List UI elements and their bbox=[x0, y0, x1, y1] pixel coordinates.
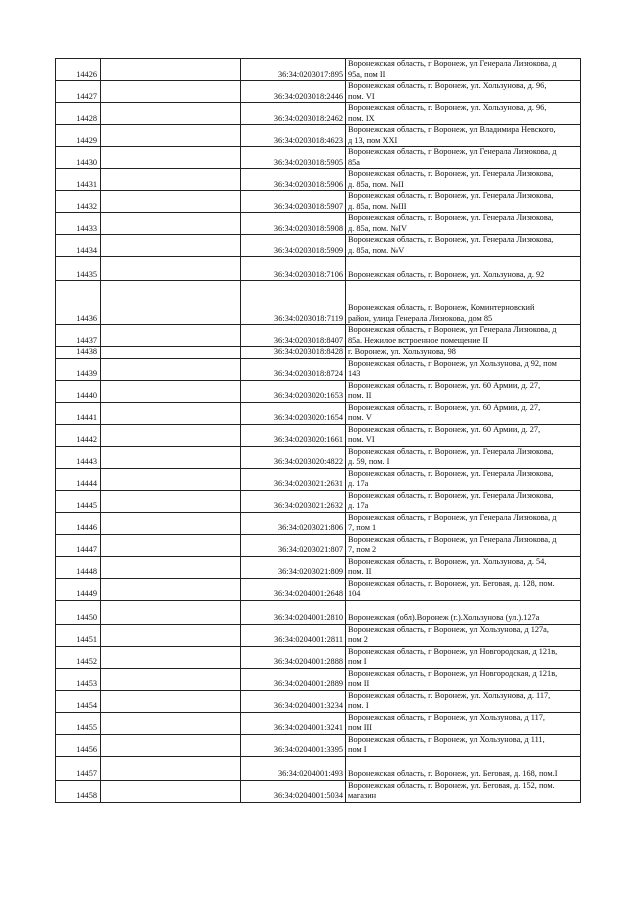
address-line: пом 2 bbox=[348, 635, 368, 644]
empty-cell bbox=[101, 512, 241, 534]
address-line: Воронежская область, г Воронеж, ул Генерала Лизюкова, д bbox=[348, 147, 557, 156]
row-number-cell: 14458 bbox=[56, 780, 101, 802]
table-row bbox=[56, 712, 581, 734]
empty-cell bbox=[101, 257, 241, 281]
row-number-cell: 14442 bbox=[56, 424, 101, 446]
empty-cell bbox=[101, 424, 241, 446]
address-line: Воронежская область, г. Воронеж, ул. Генерала Лизюкова, bbox=[348, 446, 554, 456]
cadastral-number-cell: 36:34:0203021:2631 bbox=[241, 468, 346, 490]
table-row bbox=[56, 191, 581, 213]
empty-cell bbox=[101, 446, 241, 468]
address-line: 7, пом 1 bbox=[348, 523, 377, 532]
address-cell bbox=[346, 756, 581, 780]
address-line: д. 85а, пом. №IV bbox=[348, 223, 407, 233]
row-number-cell: 14430 bbox=[56, 147, 101, 169]
address-cell bbox=[346, 534, 581, 556]
cadastral-number-cell: 36:34:0203018:5907 bbox=[241, 191, 346, 213]
address-line: Воронежская область, г. Воронеж, ул. Хользунова, д. 117, bbox=[348, 690, 551, 700]
address-cell bbox=[346, 257, 581, 281]
row-number-cell: 14433 bbox=[56, 213, 101, 235]
cadastral-number-cell: 36:34:0204001:2811 bbox=[241, 624, 346, 646]
address-line: д. 85а, пом. №V bbox=[348, 245, 405, 255]
address-line: Воронежская область, г Воронеж, ул Хользунова, д 92, пом bbox=[348, 358, 557, 368]
address-line: Воронежская область, г. Воронеж, ул. Генерала Лизюкова, bbox=[348, 235, 554, 244]
table-row bbox=[56, 624, 581, 646]
address-cell bbox=[346, 424, 581, 446]
cadastral-number-cell: 36:34:0204001:2888 bbox=[241, 646, 346, 668]
empty-cell bbox=[101, 325, 241, 347]
address-cell bbox=[346, 668, 581, 690]
row-number-cell: 14441 bbox=[56, 402, 101, 424]
table-row bbox=[56, 600, 581, 624]
cadastral-number-cell: 36:34:0203018:5908 bbox=[241, 213, 346, 235]
row-number-cell: 14432 bbox=[56, 191, 101, 213]
empty-cell bbox=[101, 556, 241, 578]
table-row bbox=[56, 257, 581, 281]
cadastral-number-cell: 36:34:0203021:806 bbox=[241, 512, 346, 534]
table-row bbox=[56, 490, 581, 512]
empty-cell bbox=[101, 402, 241, 424]
row-number-cell: 14434 bbox=[56, 235, 101, 257]
address-line: пом III bbox=[348, 723, 373, 732]
empty-cell bbox=[101, 358, 241, 380]
address-cell bbox=[346, 358, 581, 380]
address-line: д. 85а, пом. №II bbox=[348, 179, 404, 189]
table-row bbox=[56, 347, 581, 359]
empty-cell bbox=[101, 81, 241, 103]
address-line: Воронежская область, г Воронеж, ул Хользунова, д 111, bbox=[348, 734, 545, 744]
address-line: пом. VI bbox=[348, 91, 375, 101]
row-number-cell: 14452 bbox=[56, 646, 101, 668]
table-row bbox=[56, 59, 581, 81]
cadastral-number-cell: 36:34:0203018:8724 bbox=[241, 358, 346, 380]
address-line: пом. II bbox=[348, 391, 372, 400]
address-cell bbox=[346, 147, 581, 169]
row-number-cell: 14437 bbox=[56, 325, 101, 347]
address-line: Воронежская область, г Воронеж, ул Хользунова, д 127а, bbox=[348, 624, 549, 634]
address-line: Воронежская (обл).Воронеж (г.).Хользунова (ул.).127а bbox=[348, 613, 540, 622]
cadastral-number-cell: 36:34:0204001:5034 bbox=[241, 780, 346, 802]
row-number-cell: 14444 bbox=[56, 468, 101, 490]
table-row bbox=[56, 358, 581, 380]
address-cell bbox=[346, 169, 581, 191]
table-row bbox=[56, 380, 581, 402]
table-row bbox=[56, 756, 581, 780]
table-row bbox=[56, 690, 581, 712]
address-cell bbox=[346, 780, 581, 802]
address-line: пом. II bbox=[348, 567, 372, 576]
address-line: д. 17а bbox=[348, 501, 369, 510]
cadastral-number-cell: 36:34:0203021:809 bbox=[241, 556, 346, 578]
table-row bbox=[56, 81, 581, 103]
table-row bbox=[56, 646, 581, 668]
cadastral-number-cell: 36:34:0204001:3234 bbox=[241, 690, 346, 712]
cadastral-number-cell: 36:34:0203018:5909 bbox=[241, 235, 346, 257]
address-line: район, улица Генерала Лизюкова, дом 85 bbox=[348, 313, 493, 323]
row-number-cell: 14435 bbox=[56, 257, 101, 281]
address-line: Воронежская область, г Воронеж, ул Новгородская, д 121в, bbox=[348, 668, 558, 678]
address-line: Воронежская область, г. Воронеж, ул. 60 Армии, д. 27, bbox=[348, 424, 541, 434]
address-cell bbox=[346, 81, 581, 103]
empty-cell bbox=[101, 281, 241, 325]
empty-cell bbox=[101, 191, 241, 213]
address-line bbox=[348, 603, 578, 614]
table-row bbox=[56, 169, 581, 191]
cadastral-number-cell: 36:34:0204001:2889 bbox=[241, 668, 346, 690]
empty-cell bbox=[101, 534, 241, 556]
row-number-cell: 14429 bbox=[56, 125, 101, 147]
table-row bbox=[56, 281, 581, 325]
cadastral-number-cell: 36:34:0203020:1654 bbox=[241, 402, 346, 424]
address-line: магазин bbox=[348, 791, 377, 800]
table-body bbox=[56, 59, 581, 803]
address-cell bbox=[346, 213, 581, 235]
address-line: Воронежская область, г Воронеж, ул Генерала Лизюкова, д bbox=[348, 59, 557, 68]
cadastral-number-cell: 36:34:0203018:2446 bbox=[241, 81, 346, 103]
cadastral-number-cell: 36:34:0204001:2648 bbox=[241, 578, 346, 600]
address-cell bbox=[346, 235, 581, 257]
address-line: Воронежская область, г. Воронеж, ул. Генерала Лизюкова, bbox=[348, 468, 554, 478]
address-cell bbox=[346, 125, 581, 147]
cadastral-number-cell: 36:34:0203018:5906 bbox=[241, 169, 346, 191]
address-line: Воронежская область, г. Воронеж, ул. Хользунова, д. 96, bbox=[348, 103, 547, 112]
address-cell bbox=[346, 325, 581, 347]
address-cell bbox=[346, 712, 581, 734]
table-row bbox=[56, 446, 581, 468]
address-cell bbox=[346, 690, 581, 712]
row-number-cell: 14448 bbox=[56, 556, 101, 578]
address-cell bbox=[346, 380, 581, 402]
address-line: Воронежская область, г. Воронеж, ул. Беговая, д. 152, пом. bbox=[348, 780, 555, 790]
address-line: г. Воронеж, ул. Хользунова, 98 bbox=[348, 347, 456, 356]
cadastral-number-cell: 36:34:0203020:1653 bbox=[241, 380, 346, 402]
table-row bbox=[56, 512, 581, 534]
cadastral-number-cell: 36:34:0203018:4623 bbox=[241, 125, 346, 147]
address-line: Воронежская область, г. Воронеж, ул. Хользунова, д. 96, bbox=[348, 81, 547, 90]
empty-cell bbox=[101, 780, 241, 802]
address-cell bbox=[346, 600, 581, 624]
address-cell bbox=[346, 490, 581, 512]
cadastral-number-cell: 36:34:0204001:3241 bbox=[241, 712, 346, 734]
table-row bbox=[56, 147, 581, 169]
address-cell bbox=[346, 281, 581, 325]
address-line: 85а. Нежилое встроенное помещение II bbox=[348, 335, 488, 345]
row-number-cell: 14446 bbox=[56, 512, 101, 534]
empty-cell bbox=[101, 490, 241, 512]
row-number-cell: 14439 bbox=[56, 358, 101, 380]
row-number-cell: 14440 bbox=[56, 380, 101, 402]
address-line: пом. V bbox=[348, 413, 372, 422]
address-line: Воронежская область, г. Воронеж, ул. Хользунова, д. 54, bbox=[348, 556, 547, 566]
address-line: д. 17а bbox=[348, 479, 369, 488]
cadastral-number-cell: 36:34:0203018:7106 bbox=[241, 257, 346, 281]
empty-cell bbox=[101, 59, 241, 81]
row-number-cell: 14431 bbox=[56, 169, 101, 191]
cadastral-number-cell: 36:34:0203018:2462 bbox=[241, 103, 346, 125]
empty-cell bbox=[101, 712, 241, 734]
empty-cell bbox=[101, 578, 241, 600]
row-number-cell: 14447 bbox=[56, 534, 101, 556]
cadastral-number-cell: 36:34:0203018:8407 bbox=[241, 325, 346, 347]
empty-cell bbox=[101, 734, 241, 756]
table-row bbox=[56, 424, 581, 446]
table-row bbox=[56, 325, 581, 347]
row-number-cell: 14449 bbox=[56, 578, 101, 600]
cadastral-number-cell: 36:34:0204001:3395 bbox=[241, 734, 346, 756]
empty-cell bbox=[101, 147, 241, 169]
row-number-cell: 14451 bbox=[56, 624, 101, 646]
address-line: Воронежская область, г Воронеж, ул Новгородская, д 121в, bbox=[348, 646, 558, 656]
empty-cell bbox=[101, 690, 241, 712]
empty-cell bbox=[101, 169, 241, 191]
address-line: Воронежская область, г. Воронеж, ул. Генерала Лизюкова, bbox=[348, 490, 554, 500]
cadastral-number-cell: 36:34:0203021:807 bbox=[241, 534, 346, 556]
table-row bbox=[56, 468, 581, 490]
address-line: Воронежская область, г. Воронеж, Коминтерновский bbox=[348, 303, 535, 312]
address-line: 95а, пом II bbox=[348, 69, 386, 79]
address-line: Воронежская область, г. Воронеж, ул. 60 Армии, д. 27, bbox=[348, 380, 541, 390]
empty-cell bbox=[101, 213, 241, 235]
cadastral-number-cell: 36:34:0203018:5905 bbox=[241, 147, 346, 169]
row-number-cell: 14436 bbox=[56, 281, 101, 325]
row-number-cell: 14457 bbox=[56, 756, 101, 780]
row-number-cell: 14453 bbox=[56, 668, 101, 690]
address-line: Воронежская область, г Воронеж, ул Хользунова, д 117, bbox=[348, 712, 545, 722]
address-cell bbox=[346, 468, 581, 490]
address-line: Воронежская область, г Воронеж, ул Владимира Невского, bbox=[348, 125, 556, 134]
address-line: Воронежская область, г. Воронеж, ул. Генерала Лизюкова, bbox=[348, 169, 554, 178]
address-line: д 13, пом XXI bbox=[348, 135, 398, 145]
address-cell bbox=[346, 59, 581, 81]
row-number-cell: 14428 bbox=[56, 103, 101, 125]
table-row bbox=[56, 235, 581, 257]
address-line bbox=[348, 259, 578, 270]
table-row bbox=[56, 534, 581, 556]
cadastral-number-cell: 36:34:0203021:2632 bbox=[241, 490, 346, 512]
address-cell bbox=[346, 734, 581, 756]
empty-cell bbox=[101, 235, 241, 257]
address-line: пом I bbox=[348, 745, 367, 754]
address-line: Воронежская область, г. Воронеж, ул. 60 Армии, д. 27, bbox=[348, 402, 541, 412]
table-row bbox=[56, 402, 581, 424]
address-line: пом. I bbox=[348, 701, 369, 710]
empty-cell bbox=[101, 380, 241, 402]
address-line: Воронежская область, г Воронеж, ул Генерала Лизюкова, д bbox=[348, 512, 557, 522]
table-row bbox=[56, 213, 581, 235]
address-line bbox=[348, 759, 578, 770]
empty-cell bbox=[101, 756, 241, 780]
row-number-cell: 14456 bbox=[56, 734, 101, 756]
empty-cell bbox=[101, 600, 241, 624]
empty-cell bbox=[101, 125, 241, 147]
table-row bbox=[56, 578, 581, 600]
address-line: д. 59, пом. I bbox=[348, 457, 390, 466]
row-number-cell: 14450 bbox=[56, 600, 101, 624]
address-cell bbox=[346, 103, 581, 125]
table-row bbox=[56, 734, 581, 756]
empty-cell bbox=[101, 103, 241, 125]
table-row bbox=[56, 780, 581, 802]
address-line: 143 bbox=[348, 369, 361, 378]
address-cell bbox=[346, 578, 581, 600]
address-line: 7, пом 2 bbox=[348, 545, 377, 554]
empty-cell bbox=[101, 668, 241, 690]
cadastral-number-cell: 36:34:0204001:493 bbox=[241, 756, 346, 780]
row-number-cell: 14445 bbox=[56, 490, 101, 512]
table-row bbox=[56, 125, 581, 147]
address-line: Воронежская область, г. Воронеж, ул. Генерала Лизюкова, bbox=[348, 213, 554, 222]
address-line: 104 bbox=[348, 589, 361, 598]
empty-cell bbox=[101, 624, 241, 646]
address-line: пом I bbox=[348, 657, 367, 666]
address-line: Воронежская область, г. Воронеж, ул. Генерала Лизюкова, bbox=[348, 191, 554, 200]
row-number-cell: 14443 bbox=[56, 446, 101, 468]
empty-cell bbox=[101, 646, 241, 668]
cadastral-number-cell: 36:34:0203020:1661 bbox=[241, 424, 346, 446]
address-cell bbox=[346, 624, 581, 646]
table-row bbox=[56, 556, 581, 578]
empty-cell bbox=[101, 347, 241, 359]
address-line: 85а bbox=[348, 157, 360, 167]
address-line: Воронежская область, г Воронеж, ул Генерала Лизюкова, д bbox=[348, 534, 557, 544]
table-row bbox=[56, 668, 581, 690]
address-line: пом. VI bbox=[348, 435, 375, 444]
address-line: Воронежская область, г. Воронеж, ул. Беговая, д. 128, пом. bbox=[348, 578, 555, 588]
cadastral-number-cell: 36:34:0203018:8428 bbox=[241, 347, 346, 359]
cadastral-number-cell: 36:34:0203020:4822 bbox=[241, 446, 346, 468]
address-line: пом. IX bbox=[348, 113, 375, 123]
address-cell bbox=[346, 347, 581, 359]
property-table bbox=[55, 58, 581, 803]
table-row bbox=[56, 103, 581, 125]
cadastral-number-cell: 36:34:0204001:2810 bbox=[241, 600, 346, 624]
row-number-cell: 14455 bbox=[56, 712, 101, 734]
address-cell bbox=[346, 191, 581, 213]
row-number-cell: 14426 bbox=[56, 59, 101, 81]
address-line: пом II bbox=[348, 679, 370, 688]
empty-cell bbox=[101, 468, 241, 490]
address-cell bbox=[346, 512, 581, 534]
cadastral-number-cell: 36:34:0203018:7119 bbox=[241, 281, 346, 325]
address-cell bbox=[346, 556, 581, 578]
address-line: Воронежская область, г. Воронеж, ул. Беговая, д. 168, пом.I bbox=[348, 769, 558, 778]
address-cell bbox=[346, 402, 581, 424]
address-cell bbox=[346, 446, 581, 468]
address-line: д. 85а, пом. №III bbox=[348, 201, 407, 211]
row-number-cell: 14427 bbox=[56, 81, 101, 103]
address-line: Воронежская область, г. Воронеж, ул. Хользунова, д. 92 bbox=[348, 269, 545, 279]
address-cell bbox=[346, 646, 581, 668]
cadastral-number-cell: 36:34:0203017:895 bbox=[241, 59, 346, 81]
address-line: Воронежская область, г Воронеж, ул Генерала Лизюкова, д bbox=[348, 325, 557, 334]
row-number-cell: 14438 bbox=[56, 347, 101, 359]
row-number-cell: 14454 bbox=[56, 690, 101, 712]
